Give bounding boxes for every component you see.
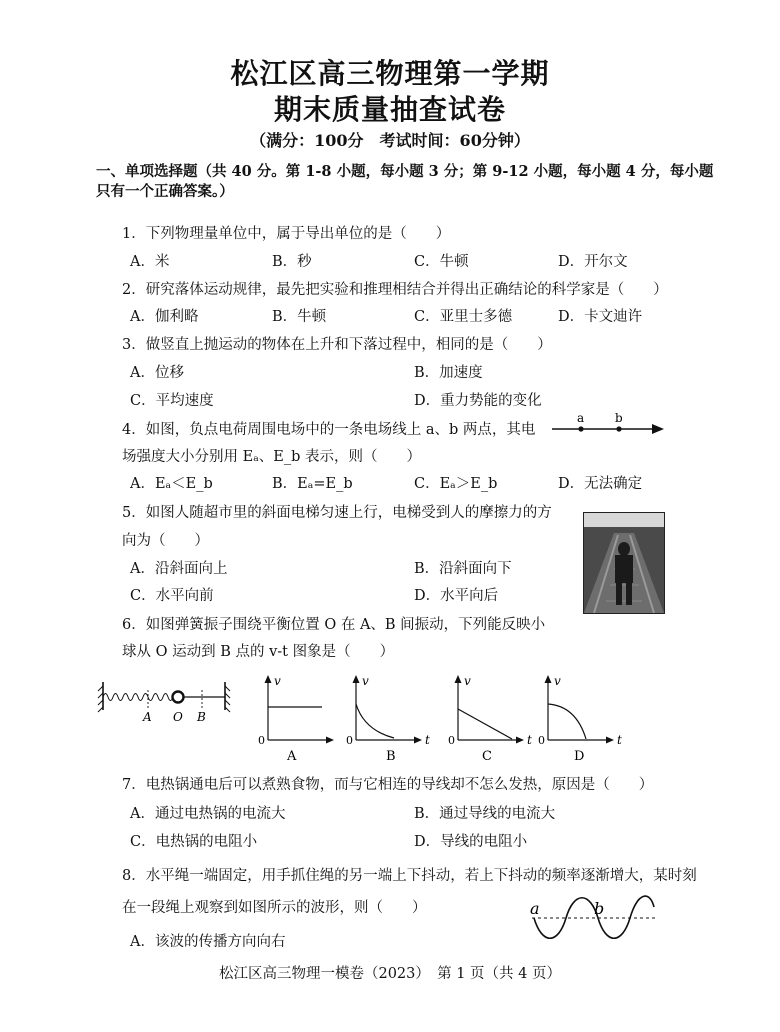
q8-point-b-label: b — [594, 899, 605, 918]
q4-option-c: C．Eₐ＞E_b — [414, 476, 498, 492]
q4-option-a: A．Eₐ＜E_b — [130, 476, 213, 492]
q2-option-b: B．牛顿 — [272, 309, 327, 325]
q5-option-a: A．沿斜面向上 — [130, 561, 228, 577]
q3-option-c: C．平均速度 — [130, 393, 214, 409]
q6-stem-line2: 球从 O 运动到 B 点的 v-t 图象是（ ） — [122, 644, 395, 660]
q6-stem-line1: 6．如图弹簧振子围绕平衡位置 O 在 A、B 间振动，下列能反映小 — [122, 617, 546, 633]
q1-option-b: B．秒 — [272, 254, 312, 270]
q1-option-c: C．牛顿 — [414, 254, 469, 270]
q5-escalator-photo — [583, 512, 665, 614]
q6-label-b: B — [197, 710, 206, 724]
q3-stem: 3．做竖直上抛运动的物体在上升和下落过程中，相同的是（ ） — [122, 337, 552, 353]
graph-d-t-label: t — [617, 733, 622, 747]
q6-label-o: O — [173, 710, 183, 724]
q3-option-a: A．位移 — [130, 365, 184, 381]
graph-d-caption: D — [574, 749, 585, 764]
q8-stem-line1: 8．水平绳一端固定，用手抓住绳的另一端上下抖动，若上下抖动的频率逐渐增大，某时刻 — [122, 868, 697, 884]
q2-option-c: C．亚里士多德 — [414, 309, 513, 325]
q5-option-d: D．水平向后 — [414, 588, 499, 604]
q6-label-a: A — [143, 710, 152, 724]
q5-stem-line1: 5．如图人随超市里的斜面电梯匀速上行，电梯受到人的摩擦力的方 — [122, 505, 552, 521]
q8-wave-figure — [528, 893, 660, 945]
q2-option-d: D．卡文迪许 — [558, 309, 643, 325]
q2-stem: 2．研究落体运动规律，最先把实验和推理相结合并得出正确结论的科学家是（ ） — [122, 282, 668, 298]
graph-a-caption: A — [287, 749, 297, 764]
q4-stem-line1: 4．如图，负点电荷周围电场中的一条电场线上 a、b 两点，其电 — [122, 422, 536, 438]
q3-option-d: D．重力势能的变化 — [414, 393, 542, 409]
q8-stem-line2: 在一段绳上观察到如图所示的波形，则（ ） — [122, 900, 427, 916]
q4-option-d: D．无法确定 — [558, 476, 643, 492]
q6-graph-d — [538, 672, 630, 764]
page-footer: 松江区高三物理一模卷（2023） 第 1 页（共 4 页） — [218, 966, 562, 982]
q1-stem: 1．下列物理量单位中，属于导出单位的是（ ） — [122, 226, 451, 242]
q4-stem-line2: 场强度大小分别用 Eₐ、E_b 表示，则（ ） — [122, 449, 422, 465]
exam-title-line2: 期末质量抽查试卷 — [273, 93, 506, 126]
section-instructions-line1: 一、单项选择题（共 40 分。第 1-8 小题，每小题 3 分；第 9-12 小题，每小题 4 分，每小题 — [96, 163, 714, 180]
graph-b-v-label: v — [362, 674, 369, 688]
q6-graph-a — [258, 672, 338, 764]
graph-c-v-label: v — [464, 674, 471, 688]
q4-field-line-figure — [548, 412, 668, 442]
q8-option-a: A．该波的传播方向向右 — [130, 934, 286, 950]
graph-c-caption: C — [482, 749, 492, 764]
q1-option-a: A．米 — [130, 254, 170, 270]
q7-option-a: A．通过电热锅的电流大 — [130, 806, 286, 822]
q6-graph-c — [448, 672, 540, 764]
graph-a-origin: 0 — [258, 734, 265, 747]
q6-graph-b — [346, 672, 438, 764]
graph-c-origin: 0 — [448, 734, 455, 747]
q4-point-b-label: b — [615, 411, 623, 425]
q5-option-c: C．水平向前 — [130, 588, 214, 604]
q7-option-d: D．导线的电阻小 — [414, 834, 528, 850]
q4-point-a-label: a — [577, 411, 585, 425]
graph-b-caption: B — [386, 749, 396, 764]
q7-option-b: B．通过导线的电流大 — [414, 806, 556, 822]
q5-option-b: B．沿斜面向下 — [414, 561, 512, 577]
graph-d-origin: 0 — [538, 734, 545, 747]
q7-stem: 7．电热锅通电后可以煮熟食物，而与它相连的导线却不怎么发热，原因是（ ） — [122, 777, 654, 793]
q7-option-c: C．电热锅的电阻小 — [130, 834, 258, 850]
q2-option-a: A．伽利略 — [130, 309, 199, 325]
q6-spring-oscillator-figure — [98, 680, 238, 725]
q3-option-b: B．加速度 — [414, 365, 483, 381]
graph-a-v-label: v — [274, 674, 281, 688]
q1-option-d: D．开尔文 — [558, 254, 628, 270]
exam-meta: （满分：100分 考试时间：60分钟） — [250, 131, 530, 150]
q8-point-a-label: a — [530, 899, 540, 918]
q5-stem-line2: 向为（ ） — [122, 533, 209, 549]
graph-d-v-label: v — [554, 674, 561, 688]
q4-option-b: B．Eₐ=E_b — [272, 476, 353, 492]
graph-c-t-label: t — [527, 733, 532, 747]
graph-b-origin: 0 — [346, 734, 353, 747]
exam-title-line1: 松江区高三物理第一学期 — [230, 57, 550, 90]
graph-b-t-label: t — [425, 733, 430, 747]
section-instructions-line2: 只有一个正确答案。） — [96, 183, 234, 200]
